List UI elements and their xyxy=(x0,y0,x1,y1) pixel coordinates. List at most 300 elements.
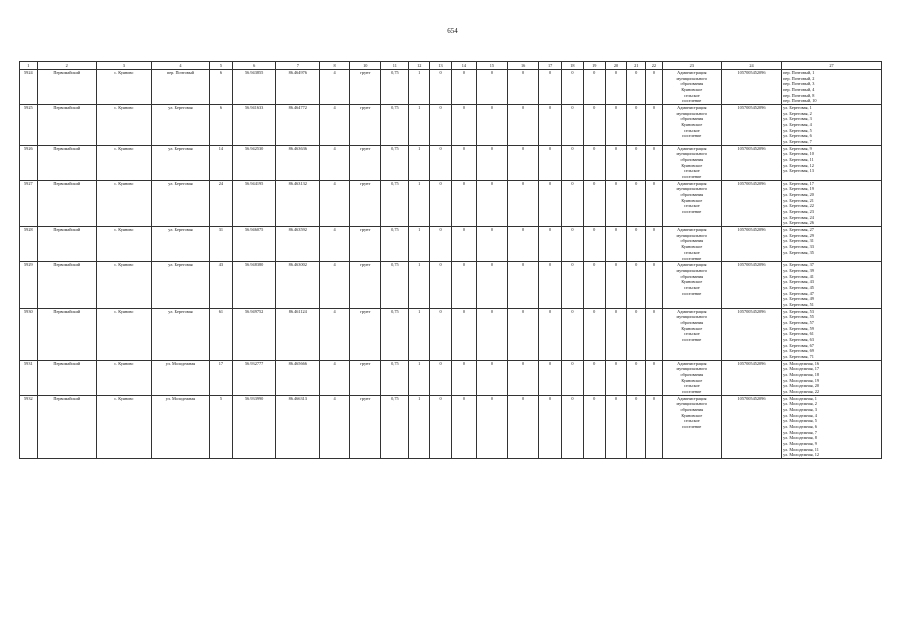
cell-c21: 0 xyxy=(627,227,646,262)
owner-line: муниципального xyxy=(676,151,708,157)
cell-settlement: с. Куяново xyxy=(96,262,151,308)
cell-lon: 86.461124 xyxy=(276,308,320,360)
column-number-header: 18 xyxy=(562,62,584,70)
cell-c20: 0 xyxy=(605,360,627,395)
address-line: ул. Береговая, 9 xyxy=(783,145,812,151)
cell-district: Первомайский xyxy=(37,227,96,262)
cell-district: Первомайский xyxy=(37,180,96,226)
cell-c14: 0 xyxy=(451,395,476,458)
owner-line: поселение xyxy=(682,290,702,296)
owner-line: Администрация xyxy=(677,262,707,268)
owner-line: образования xyxy=(680,81,704,87)
cell-house: 61 xyxy=(210,308,233,360)
cell-c8: 4 xyxy=(320,145,350,180)
owner-line: образования xyxy=(680,319,704,325)
cell-house: 5 xyxy=(210,395,233,458)
cell-house: 17 xyxy=(210,360,233,395)
address-line: ул. Береговая, 37 xyxy=(783,262,814,268)
cell-c13: 0 xyxy=(430,180,452,226)
cell-c13: 0 xyxy=(430,262,452,308)
cell-area: 0,75 xyxy=(381,395,409,458)
address-line: ул. Береговая, 35 xyxy=(783,249,814,255)
cell-area: 0,75 xyxy=(381,70,409,105)
address-line: пер. Почтовый, 4 xyxy=(783,87,815,93)
cell-c13: 0 xyxy=(430,360,452,395)
owner-line: образования xyxy=(680,371,704,377)
address-line: ул. Береговая, 2 xyxy=(783,110,812,116)
cell-surface: грунт xyxy=(350,70,381,105)
cell-lon: 86.463592 xyxy=(276,227,320,262)
cell-surface: грунт xyxy=(350,395,381,458)
cell-owner xyxy=(662,105,721,146)
cell-c20: 0 xyxy=(605,262,627,308)
address-line: ул. Береговая, 43 xyxy=(783,279,814,285)
cell-addresses xyxy=(782,262,882,308)
cell-c22: 0 xyxy=(646,395,663,458)
owner-line: Куяновское xyxy=(681,412,703,418)
cell-house: 24 xyxy=(210,180,233,226)
owner-line: Куяновское xyxy=(681,325,703,331)
owner-line: муниципального xyxy=(676,186,708,192)
owner-line: сельское xyxy=(683,383,700,389)
cell-street: ул. Береговая xyxy=(151,145,209,180)
owner-line: муниципального xyxy=(676,232,708,238)
cell-c15: 0 xyxy=(476,308,507,360)
cell-c17: 0 xyxy=(539,70,562,105)
address-line: ул. Молодежная, 18 xyxy=(783,371,820,377)
cell-c21: 0 xyxy=(627,105,646,146)
cell-street: ул. Молодежная xyxy=(151,395,209,458)
cell-district: Первомайский xyxy=(37,395,96,458)
cell-c8: 4 xyxy=(320,105,350,146)
cell-c19: 0 xyxy=(583,145,605,180)
owner-line: сельское xyxy=(683,249,700,255)
cell-ogrn: 1057005452096 xyxy=(721,70,781,105)
cell-c15: 0 xyxy=(476,70,507,105)
address-line: ул. Молодежная, 3 xyxy=(783,406,817,412)
cell-owner xyxy=(662,360,721,395)
cell-c19: 0 xyxy=(583,360,605,395)
cell-c18: 0 xyxy=(562,180,584,226)
cell-ogrn: 1057005452096 xyxy=(721,262,781,308)
cell-c15: 0 xyxy=(476,105,507,146)
cell-c13: 0 xyxy=(430,70,452,105)
cell-c16: 0 xyxy=(508,105,539,146)
cell-c12: 1 xyxy=(409,145,430,180)
cell-c8: 4 xyxy=(320,227,350,262)
cell-ogrn: 1057005452096 xyxy=(721,360,781,395)
cell-c20: 0 xyxy=(605,227,627,262)
owner-line: образования xyxy=(680,273,704,279)
owner-line: Куяновское xyxy=(681,377,703,383)
cell-id: 5928 xyxy=(20,227,38,262)
address-line: пер. Почтовый, 2 xyxy=(783,75,815,81)
cell-c19: 0 xyxy=(583,227,605,262)
address-line: ул. Береговая, 29 xyxy=(783,232,814,238)
owner-line: сельское xyxy=(683,92,700,98)
address-line: ул. Береговая, 45 xyxy=(783,284,814,290)
cell-ogrn: 1057005452096 xyxy=(721,180,781,226)
cell-area: 0,75 xyxy=(381,227,409,262)
address-line: ул. Береговая, 21 xyxy=(783,197,814,203)
cell-street: ул. Береговая xyxy=(151,227,209,262)
cell-area: 0,75 xyxy=(381,180,409,226)
address-line: ул. Молодежная, 17 xyxy=(783,366,820,372)
address-line: ул. Береговая, 12 xyxy=(783,162,814,168)
owner-line: сельское xyxy=(683,331,700,337)
cell-id: 5931 xyxy=(20,360,38,395)
cell-street: ул. Береговая xyxy=(151,180,209,226)
address-line: ул. Береговая, 23 xyxy=(783,209,814,215)
owner-line: муниципального xyxy=(676,401,708,407)
cell-settlement: с. Куяново xyxy=(96,308,151,360)
address-line: ул. Береговая, 1 xyxy=(783,105,812,111)
cell-c16: 0 xyxy=(508,395,539,458)
cell-ogrn: 1057005452096 xyxy=(721,227,781,262)
column-number-header: 23 xyxy=(662,62,721,70)
column-number-header: 17 xyxy=(539,62,562,70)
cell-c8: 4 xyxy=(320,395,350,458)
cell-c18: 0 xyxy=(562,395,584,458)
cell-addresses xyxy=(782,180,882,226)
cell-c14: 0 xyxy=(451,308,476,360)
owner-line: Администрация xyxy=(677,70,707,75)
owner-line: Администрация xyxy=(677,145,707,151)
cell-c19: 0 xyxy=(583,180,605,226)
address-line: ул. Береговая, 5 xyxy=(783,127,812,133)
cell-area: 0,75 xyxy=(381,145,409,180)
cell-c22: 0 xyxy=(646,227,663,262)
column-number-header: 1 xyxy=(20,62,38,70)
address-line: ул. Береговая, 20 xyxy=(783,192,814,198)
column-number-header: 3 xyxy=(96,62,151,70)
cell-lat: 56.942530 xyxy=(232,145,276,180)
cell-c15: 0 xyxy=(476,262,507,308)
owner-line: образования xyxy=(680,406,704,412)
cell-settlement: с. Куяново xyxy=(96,180,151,226)
address-line: ул. Береговая, 6 xyxy=(783,133,812,139)
cell-c20: 0 xyxy=(605,308,627,360)
cell-addresses xyxy=(782,227,882,262)
cell-c16: 0 xyxy=(508,70,539,105)
cell-owner xyxy=(662,227,721,262)
column-number-header: 19 xyxy=(583,62,605,70)
cell-c15: 0 xyxy=(476,180,507,226)
cell-house: 31 xyxy=(210,227,233,262)
address-line: ул. Молодежная, 6 xyxy=(783,423,817,429)
cell-lon: 86.463132 xyxy=(276,180,320,226)
cell-c16: 0 xyxy=(508,308,539,360)
column-number-header: 16 xyxy=(508,62,539,70)
cell-c21: 0 xyxy=(627,262,646,308)
owner-line: муниципального xyxy=(676,314,708,320)
cell-c22: 0 xyxy=(646,180,663,226)
address-line: ул. Береговая, 4 xyxy=(783,122,812,128)
cell-lat: 56.948380 xyxy=(232,262,276,308)
cell-c17: 0 xyxy=(539,262,562,308)
cell-street: ул. Молодежная xyxy=(151,360,209,395)
address-line: ул. Береговая, 51 xyxy=(783,301,814,307)
address-line: ул. Молодежная, 1 xyxy=(783,395,817,401)
cell-c17: 0 xyxy=(539,308,562,360)
cell-settlement: с. Куяново xyxy=(96,145,151,180)
owner-line: сельское xyxy=(683,168,700,174)
owner-line: муниципального xyxy=(676,75,708,81)
owner-line: образования xyxy=(680,116,704,122)
cell-owner xyxy=(662,145,721,180)
cell-surface: грунт xyxy=(350,105,381,146)
cell-c14: 0 xyxy=(451,262,476,308)
cell-c19: 0 xyxy=(583,105,605,146)
address-line: ул. Береговая, 57 xyxy=(783,319,814,325)
cell-street: пер. Почтовый xyxy=(151,70,209,105)
cell-id: 5930 xyxy=(20,308,38,360)
column-number-header: 13 xyxy=(430,62,452,70)
cell-ogrn: 1057005452096 xyxy=(721,145,781,180)
column-number-header: 15 xyxy=(476,62,507,70)
cell-c21: 0 xyxy=(627,145,646,180)
cell-c20: 0 xyxy=(605,395,627,458)
owner-line: поселение xyxy=(682,98,702,104)
cell-district: Первомайский xyxy=(37,262,96,308)
address-line: ул. Береговая, 53 xyxy=(783,308,814,314)
cell-c13: 0 xyxy=(430,145,452,180)
address-line: ул. Береговая, 22 xyxy=(783,203,814,209)
cell-c16: 0 xyxy=(508,227,539,262)
owner-line: сельское xyxy=(683,284,700,290)
owner-line: Куяновское xyxy=(681,244,703,250)
address-line: ул. Береговая, 33 xyxy=(783,244,814,250)
cell-c8: 4 xyxy=(320,360,350,395)
address-line: пер. Почтовый, 1 xyxy=(783,70,815,75)
address-line: пер. Почтовый, 8 xyxy=(783,92,815,98)
cell-c13: 0 xyxy=(430,227,452,262)
column-number-header: 21 xyxy=(627,62,646,70)
owner-line: Администрация xyxy=(677,395,707,401)
cell-owner xyxy=(662,70,721,105)
cell-house: 14 xyxy=(210,145,233,180)
address-line: пер. Почтовый, 3 xyxy=(783,81,815,87)
address-line: ул. Береговая, 7 xyxy=(783,139,812,145)
cell-c8: 4 xyxy=(320,308,350,360)
cell-c16: 0 xyxy=(508,262,539,308)
address-line: ул. Береговая, 59 xyxy=(783,325,814,331)
address-line: ул. Береговая, 67 xyxy=(783,342,814,348)
address-line: ул. Молодежная, 2 xyxy=(783,401,817,407)
cell-c15: 0 xyxy=(476,395,507,458)
cell-id: 5929 xyxy=(20,262,38,308)
cell-lat: 56.941633 xyxy=(232,105,276,146)
cell-ogrn: 1057005452096 xyxy=(721,395,781,458)
owner-line: сельское xyxy=(683,203,700,209)
address-line: ул. Молодежная, 20 xyxy=(783,383,820,389)
table-row xyxy=(20,145,882,180)
table-row xyxy=(20,308,882,360)
column-number-header: 8 xyxy=(320,62,350,70)
cell-c17: 0 xyxy=(539,105,562,146)
cell-c12: 1 xyxy=(409,360,430,395)
owner-line: Администрация xyxy=(677,227,707,233)
cell-addresses xyxy=(782,105,882,146)
owner-line: Куяновское xyxy=(681,279,703,285)
cell-district: Первомайский xyxy=(37,145,96,180)
column-number-header: 22 xyxy=(646,62,663,70)
cell-c18: 0 xyxy=(562,70,584,105)
cell-ogrn: 1057005452096 xyxy=(721,308,781,360)
cell-surface: грунт xyxy=(350,180,381,226)
cell-id: 5925 xyxy=(20,105,38,146)
owner-line: муниципального xyxy=(676,366,708,372)
cell-id: 5927 xyxy=(20,180,38,226)
address-line: ул. Береговая, 11 xyxy=(783,157,814,163)
owner-line: сельское xyxy=(683,418,700,424)
cell-house: 6 xyxy=(210,105,233,146)
cell-ogrn: 1057005452096 xyxy=(721,105,781,146)
registry-table xyxy=(19,61,882,459)
cell-c12: 1 xyxy=(409,395,430,458)
cell-surface: грунт xyxy=(350,227,381,262)
address-line: ул. Береговая, 41 xyxy=(783,273,814,279)
cell-c12: 1 xyxy=(409,180,430,226)
cell-c22: 0 xyxy=(646,308,663,360)
owner-line: поселение xyxy=(682,174,702,180)
owner-line: Администрация xyxy=(677,180,707,186)
cell-id: 5926 xyxy=(20,145,38,180)
owner-line: Куяновское xyxy=(681,162,703,168)
cell-c17: 0 xyxy=(539,395,562,458)
cell-area: 0,75 xyxy=(381,262,409,308)
table-row xyxy=(20,105,882,146)
table-row xyxy=(20,395,882,458)
cell-settlement: с. Куяново xyxy=(96,360,151,395)
cell-c18: 0 xyxy=(562,308,584,360)
cell-c16: 0 xyxy=(508,360,539,395)
cell-surface: грунт xyxy=(350,308,381,360)
owner-line: поселение xyxy=(682,336,702,342)
cell-owner xyxy=(662,308,721,360)
address-line: ул. Береговая, 61 xyxy=(783,331,814,337)
address-line: ул. Береговая, 13 xyxy=(783,168,814,174)
address-line: ул. Береговая, 31 xyxy=(783,238,814,244)
cell-c13: 0 xyxy=(430,308,452,360)
owner-line: образования xyxy=(680,192,704,198)
cell-c8: 4 xyxy=(320,180,350,226)
owner-line: образования xyxy=(680,238,704,244)
owner-line: сельское xyxy=(683,127,700,133)
header-row xyxy=(20,62,882,70)
cell-lon: 86.464976 xyxy=(276,70,320,105)
owner-line: поселение xyxy=(682,423,702,429)
owner-line: Администрация xyxy=(677,308,707,314)
cell-house: 6 xyxy=(210,70,233,105)
cell-c18: 0 xyxy=(562,105,584,146)
owner-line: Куяновское xyxy=(681,122,703,128)
cell-c21: 0 xyxy=(627,180,646,226)
table-row xyxy=(20,227,882,262)
owner-line: муниципального xyxy=(676,110,708,116)
address-line: ул. Береговая, 24 xyxy=(783,214,814,220)
cell-surface: грунт xyxy=(350,262,381,308)
column-number-header: 20 xyxy=(605,62,627,70)
cell-addresses xyxy=(782,360,882,395)
table-row xyxy=(20,262,882,308)
column-number-header: 12 xyxy=(409,62,430,70)
address-line: ул. Молодежная, 9 xyxy=(783,441,817,446)
cell-c12: 1 xyxy=(409,105,430,146)
cell-c18: 0 xyxy=(562,360,584,395)
address-line: ул. Молодежная, 11 xyxy=(783,446,819,452)
cell-c12: 1 xyxy=(409,227,430,262)
table-row xyxy=(20,180,882,226)
column-number-header: 14 xyxy=(451,62,476,70)
cell-c8: 4 xyxy=(320,70,350,105)
cell-c13: 0 xyxy=(430,105,452,146)
column-number-header: 6 xyxy=(232,62,276,70)
cell-c12: 1 xyxy=(409,262,430,308)
owner-line: поселение xyxy=(682,209,702,215)
cell-lon: 86.463002 xyxy=(276,262,320,308)
column-number-header: 11 xyxy=(381,62,409,70)
cell-c17: 0 xyxy=(539,145,562,180)
address-line: ул. Береговая, 10 xyxy=(783,151,814,157)
cell-c21: 0 xyxy=(627,70,646,105)
address-line: ул. Береговая, 69 xyxy=(783,348,814,354)
table-row xyxy=(20,360,882,395)
cell-c14: 0 xyxy=(451,180,476,226)
cell-surface: грунт xyxy=(350,360,381,395)
cell-c19: 0 xyxy=(583,308,605,360)
column-number-header: 27 xyxy=(782,62,882,70)
cell-c14: 0 xyxy=(451,145,476,180)
cell-lon: 86.463636 xyxy=(276,145,320,180)
cell-c22: 0 xyxy=(646,145,663,180)
address-line: ул. Береговая, 26 xyxy=(783,220,814,226)
cell-c22: 0 xyxy=(646,262,663,308)
cell-owner xyxy=(662,180,721,226)
address-line: ул. Молодежная, 22 xyxy=(783,388,820,394)
cell-c14: 0 xyxy=(451,70,476,105)
column-number-header: 5 xyxy=(210,62,233,70)
address-line: ул. Береговая, 3 xyxy=(783,116,812,122)
cell-c21: 0 xyxy=(627,360,646,395)
owner-line: Куяновское xyxy=(681,87,703,93)
cell-c19: 0 xyxy=(583,262,605,308)
cell-addresses xyxy=(782,395,882,458)
cell-c17: 0 xyxy=(539,360,562,395)
cell-lat: 56.932777 xyxy=(232,360,276,395)
owner-line: поселение xyxy=(682,255,702,261)
column-number-header: 10 xyxy=(350,62,381,70)
cell-district: Первомайский xyxy=(37,308,96,360)
cell-c8: 4 xyxy=(320,262,350,308)
cell-c15: 0 xyxy=(476,360,507,395)
cell-id: 5932 xyxy=(20,395,38,458)
owner-line: Администрация xyxy=(677,105,707,111)
cell-lon: 86.466313 xyxy=(276,395,320,458)
cell-lat: 56.943855 xyxy=(232,70,276,105)
cell-area: 0,75 xyxy=(381,308,409,360)
cell-c22: 0 xyxy=(646,360,663,395)
cell-addresses xyxy=(782,308,882,360)
owner-line: образования xyxy=(680,157,704,163)
cell-c14: 0 xyxy=(451,105,476,146)
address-line: ул. Береговая, 55 xyxy=(783,314,814,320)
cell-area: 0,75 xyxy=(381,360,409,395)
cell-c18: 0 xyxy=(562,227,584,262)
address-line: ул. Береговая, 39 xyxy=(783,267,814,273)
cell-surface: грунт xyxy=(350,145,381,180)
cell-c20: 0 xyxy=(605,70,627,105)
